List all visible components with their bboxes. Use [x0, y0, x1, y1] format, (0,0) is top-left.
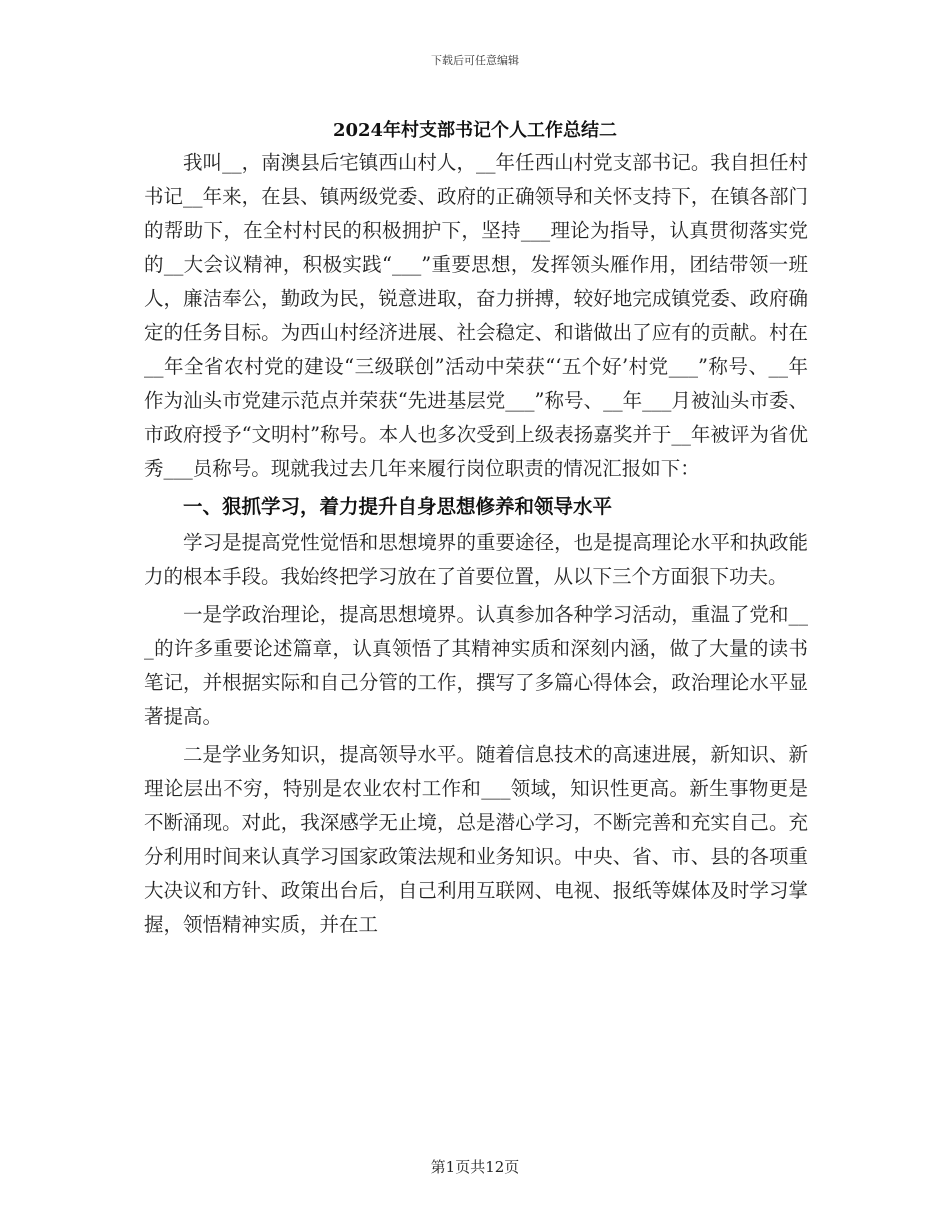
- document-title: 2024年村支部书记个人工作总结二: [332, 120, 618, 141]
- document-body: [144, 146, 808, 942]
- page-footer: 第1页共12页: [430, 1158, 520, 1176]
- intro-paragraph: 我叫__，南澳县后宅镇西山村人，__年任西山村党支部书记。我自担任村书记__年来，在县、镇两级党委、政府的正确领导和关怀支持下，在镇各部门的帮助下，在全村村民的积极拥护下，坚持___理论为指导，认真贯彻落实党的__大会议精神，积极实践“___”重要思想，发挥领头雁作用，团结带领一班人，廉洁奉公，勤政为民，锐意进取，奋力拼搏，较好地完成镇党委、政府确定的任务目标。为西山村经济进展、社会稳定、和谐做出了应有的贡献。村在__年全省农村党的建设“三级联创”活动中荣获“‘五个好’村党___”称号、__年作为汕头市党建示范点并荣获“先进基层党___”称号、__年___月被汕头市委、市政府授予“文明村”称号。本人也多次受到上级表扬嘉奖并于__年被评为省优秀___员称号。现就我过去几年来履行岗位职责的情况汇报如下：: [144, 151, 808, 480]
- section1-paragraph-1: 学习是提高党性觉悟和思想境界的重要途径，也是提高理论水平和执政能力的根本手段。我始终把学习放在了首要位置，从以下三个方面狠下功夫。: [144, 531, 808, 588]
- section-heading-1: 一、狠抓学习，着力提升自身思想修养和领导水平: [183, 495, 613, 518]
- section1-paragraph-2: 一是学政治理论，提高思想境界。认真参加各种学习活动，重温了党和___的许多重要论述篇章，认真领悟了其精神实质和深刻内涵，做了大量的读书笔记，并根据实际和自己分管的工作，撰写了多篇心得体会，政治理论水平显著提高。: [144, 603, 808, 728]
- section1-paragraph-3: 二是学业务知识，提高领导水平。随着信息技术的高速进展，新知识、新理论层出不穷，特别是农业农村工作和___领域，知识性更高。新生事物更是不断涌现。对此，我深感学无止境，总是潜心学习，不断完善和充实自己。充分利用时间来认真学习国家政策法规和业务知识。中央、省、市、县的各项重大决议和方针、政策出台后，自己利用互联网、电视、报纸等媒体及时学习掌握，领悟精神实质，并在工: [144, 743, 808, 936]
- header-note: 下载后可任意编辑: [431, 54, 519, 67]
